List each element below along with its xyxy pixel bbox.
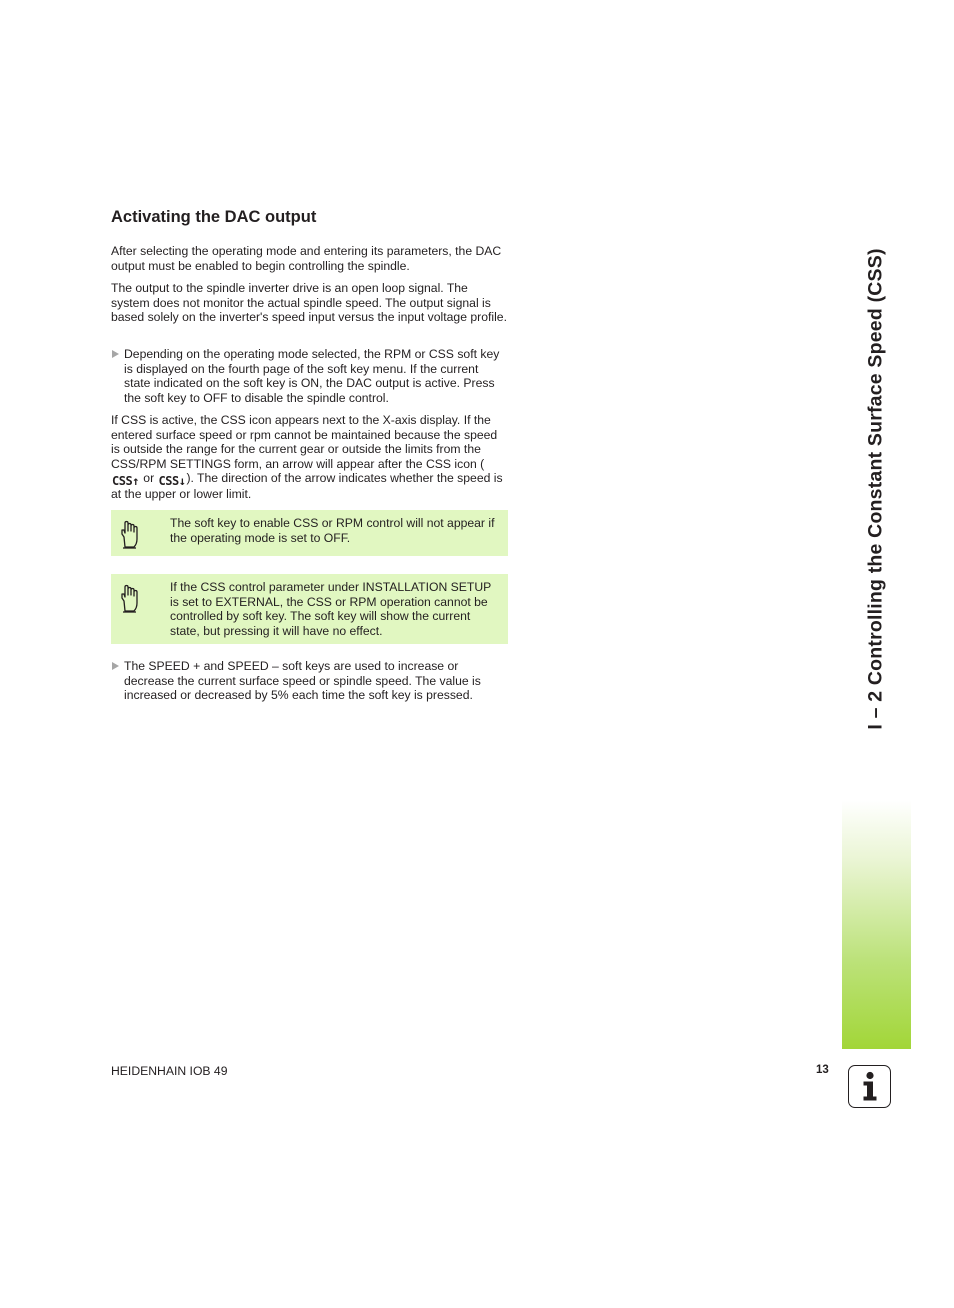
paragraph-3-part2: ). The direction of the arrow indicates whether the speed is at the upper or lower limit. [111,471,503,502]
note-1-text: The soft key to enable CSS or RPM control will not appear if the operating mode is set to OFF. [170,516,495,545]
paragraph-1: After selecting the operating mode and entering its parameters, the DAC output must be enabled to begin controlling the spindle. [111,244,502,273]
bullet-triangle-icon [112,662,119,670]
hand-attention-icon [119,584,141,614]
section-heading: Activating the DAC output [111,208,317,226]
css-down-arrow-icon: CSS↓ [158,474,186,489]
sidebar-chapter-title: I – 2 Controlling the Constant Surface Speed (CSS) [864,248,887,730]
bullet-item-1-text: Depending on the operating mode selected, the RPM or CSS soft key is displayed on the fourth page of the soft key menu. If the current state indicated on the soft key is ON, the DAC output is active. Press the soft key to OFF to disable the spindle control. [124,347,500,405]
note-box-1 [111,510,508,556]
hand-attention-icon [119,520,141,550]
bullet-item-2 [111,659,508,703]
paragraph-3: If CSS is active, the CSS icon appears next to the X-axis display. If the entered surface speed or rpm cannot be maintained because the speed is outside the range for the current gear or outside the limits from the CSS/RPM SETTINGS form, an arrow will appear after the CSS icon (CSS↑ or CSS↓). The direction of the arrow indicates whether the speed is at the upper or lower limit. [111,413,503,502]
note-2-text: If the CSS control parameter under INSTALLATION SETUP is set to EXTERNAL, the CSS or RPM operation cannot be controlled by soft key. The soft key will show the current state, but pressing it will have no effect. [170,580,492,638]
info-icon [848,1065,891,1108]
paragraph-3-part1: If CSS is active, the CSS icon appears next to the X-axis display. If the entered surface speed or rpm cannot be maintained because the speed is outside the range for the current gear or outside the limits from the CSS/RPM SETTINGS form, an arrow will appear after the CSS icon [111,413,498,471]
note-box-2 [111,574,508,644]
bullet-item-2-text: The SPEED + and SPEED – soft keys are used to increase or decrease the current surface speed or spindle speed. The value is increased or decreased by 5% each time the soft key is pressed. [124,659,481,703]
page-number: 13 [816,1064,829,1076]
bullet-triangle-icon [112,350,119,358]
css-up-arrow-icon: CSS↑ [112,474,139,489]
bullet-item-1 [111,347,508,405]
paragraph-2: The output to the spindle inverter drive is an open loop signal. The system does not monitor the actual spindle speed. The output signal is based solely on the inverter's speed input versus the input voltage profile. [111,281,507,325]
paragraph-3-or: or [143,471,155,486]
footer-publication: HEIDENHAIN IOB 49 [111,1064,228,1078]
